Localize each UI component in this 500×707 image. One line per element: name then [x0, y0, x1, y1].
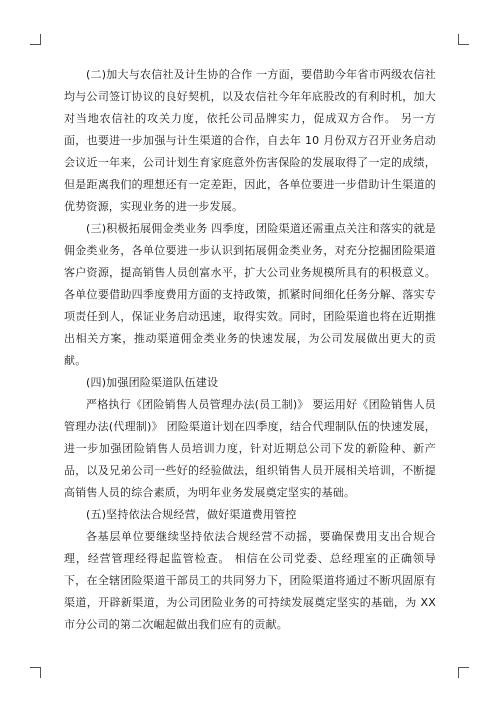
section-heading-compliance: (五)坚持依法合规经营，做好渠道费用管控 [86, 508, 297, 521]
paragraph-compliance: 各基层单位要继续坚持依法合规经营不动摇，要确保费用支出合规合理，经营管理经得起监管检查。 相信在公司党委、总经理室的正确领导下，在全辖团险渠道干部员工的共同努力下，团险渠道将通过不断巩固原有渠道，开辟新渠道，为公司团险业务的可持续发展奠定坚实的基础，为 XX 市分公司的第二次崛起做出我们应有的贡献。 [64, 530, 436, 631]
crop-mark-bottom-left [30, 667, 41, 678]
crop-mark-top-right [458, 34, 469, 45]
crop-mark-top-left [30, 34, 41, 45]
document-body [64, 64, 436, 636]
crop-mark-bottom-right [458, 667, 469, 678]
paragraph-rural-credit-cooperation: (二)加大与农信社及计生协的合作 一方面，要借助今年省市两级农信社均与公司签订协议的良好契机，以及农信社今年年底股改的有利时机，加大对当地农信社的攻关力度，依托公司品牌实力，促成双方合作。 另一方面，也要进一步加强与计生渠道的合作，自去年 10 月份双方召开业务启动会议近一年来，公司计划生育家庭意外伤害保险的发展取得了一定的成绩，但是距离我们的理想还有一定差距，因此，各单位要进一步借助计生渠道的优势资源，实现业务的进一步发展。 [64, 68, 436, 213]
paragraph-commission-business: (三)积极拓展佣金类业务 四季度，团险渠道还需重点关注和落实的就是佣金类业务，各单位要进一步认识到拓展佣金类业务，对充分挖掘团险渠道客户资源，提高销售人员创富水平，扩大公司业务规模所具有的积极意义。 各单位要借助四季度费用方面的支持政策，抓紧时间细化任务分解、落实专项责任到人，保证业务启动迅速，取得实效。同时，团险渠道也将在近期推出相关方案，推动渠道佣金类业务的快速发展，为公司发展做出更大的贡献。 [64, 222, 436, 367]
section-heading-team-building: (四)加强团险渠道队伍建设 [86, 376, 219, 389]
paragraph-team-building: 严格执行《团险销售人员管理办法(员工制)》 要运用好《团险销售人员管理办法(代理制)》 团险渠道计划在四季度，结合代理制队伍的快速发展，进一步加强团险销售人员培训力度，针对近期总公司下发的新险种、新产品，以及兄弟公司一些好的经验做法，组织销售人员开展相关培训，不断提高销售人员的综合素质，为明年业务发展奠定坚实的基础。 [64, 398, 436, 499]
